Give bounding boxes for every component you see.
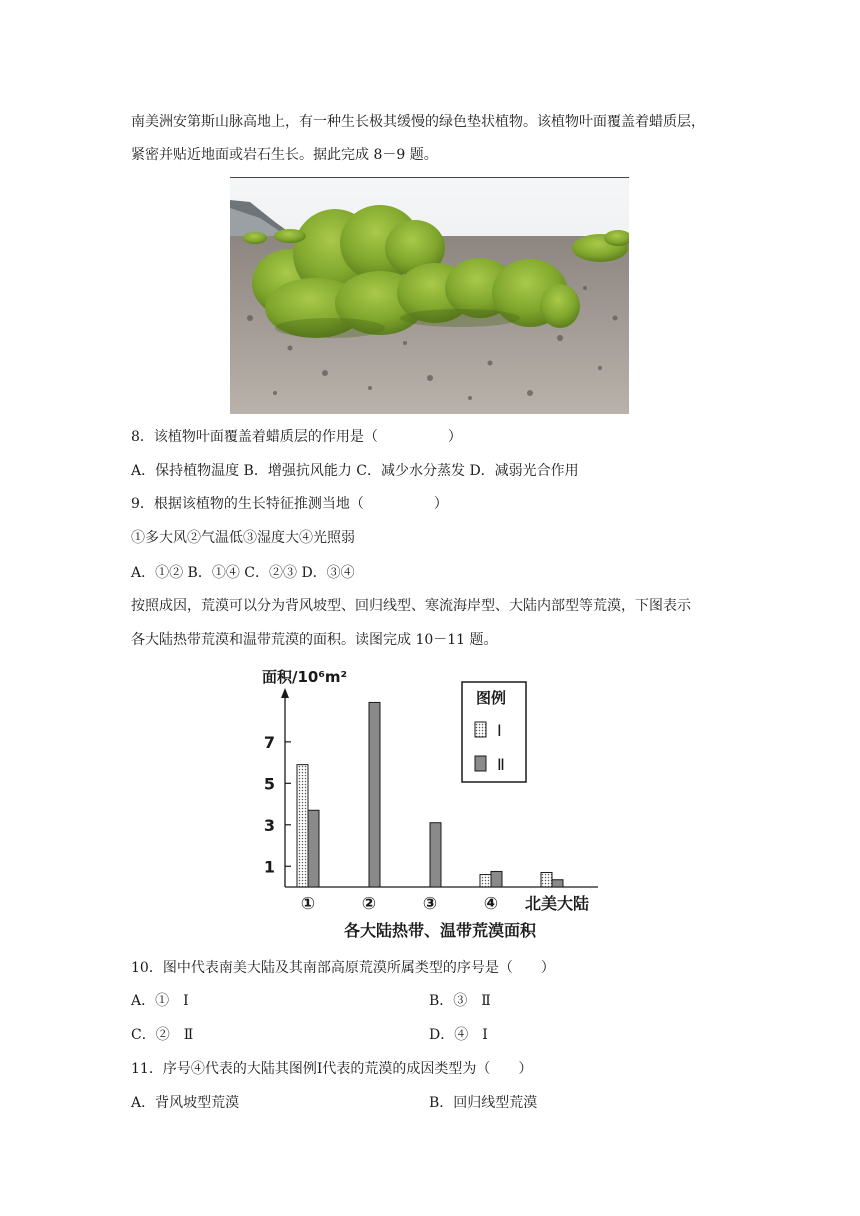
legend-label-2: Ⅱ bbox=[497, 755, 505, 774]
q11-stem: 11．序号④代表的大陆其图例Ⅰ代表的荒漠的成因类型为（ ） bbox=[131, 1061, 533, 1077]
q9-items: ①多大风②气温低③湿度大④光照弱 bbox=[131, 530, 355, 546]
q10-stem: 10．图中代表南美大陆及其南部高原荒漠所属类型的序号是（ ） bbox=[131, 960, 555, 976]
chart-y-ticks bbox=[264, 733, 291, 876]
intro-line-1: 南美洲安第斯山脉高地上，有一种生长极其缓慢的绿色垫状植物。该植物叶面覆盖着蜡质层， bbox=[131, 114, 705, 130]
category-label: ③ bbox=[422, 894, 438, 914]
chart-categories bbox=[301, 894, 589, 914]
category-label: 北美大陆 bbox=[524, 894, 590, 913]
bar-2-4 bbox=[491, 871, 502, 887]
q11-option-b: B．回归线型荒漠 bbox=[429, 1095, 538, 1111]
legend-swatch-2 bbox=[475, 756, 486, 771]
intro2-line-1: 按照成因，荒漠可以分为背风坡型、回归线型、寒流海岸型、大陆内部型等荒漠，下图表示 bbox=[131, 598, 691, 614]
q10-option-d: D．④ Ⅰ bbox=[429, 1027, 488, 1043]
bar-2-5 bbox=[552, 880, 563, 887]
bar-1-4 bbox=[480, 875, 491, 887]
y-axis-label: 面积/10⁶m² bbox=[262, 668, 348, 686]
q10-option-c: C．② Ⅱ bbox=[131, 1027, 194, 1043]
legend-title: 图例 bbox=[476, 689, 507, 707]
q9-stem: 9．根据该植物的生长特征推测当地（ ） bbox=[131, 496, 448, 512]
bar-1-1 bbox=[297, 765, 308, 887]
bar-2-3 bbox=[430, 823, 441, 887]
chart-title: 各大陆热带、温带荒漠面积 bbox=[343, 921, 537, 940]
desert-area-chart bbox=[250, 660, 630, 945]
q8-options: A．保持植物温度 B．增强抗风能力 C．减少水分蒸发 D．减弱光合作用 bbox=[131, 463, 579, 479]
bar-1-5 bbox=[541, 872, 552, 887]
intro-line-2: 紧密并贴近地面或岩石生长。据此完成 8－9 题。 bbox=[131, 147, 438, 163]
bar-2-2 bbox=[369, 702, 380, 887]
category-label: ① bbox=[300, 894, 316, 914]
y-tick-label: 5 bbox=[263, 774, 275, 794]
y-tick-label: 7 bbox=[263, 732, 275, 752]
category-label: ② bbox=[361, 894, 377, 914]
q9-options: A．①② B．①④ C．②③ D．③④ bbox=[131, 565, 355, 581]
y-tick-label: 1 bbox=[263, 857, 275, 877]
y-tick-label: 3 bbox=[263, 815, 275, 835]
q10-option-b: B．③ Ⅱ bbox=[429, 993, 491, 1009]
category-label: ④ bbox=[483, 894, 499, 914]
legend-swatch-1 bbox=[475, 722, 486, 737]
bar-2-1 bbox=[308, 810, 319, 887]
intro2-line-2: 各大陆热带荒漠和温带荒漠的面积。读图完成 10－11 题。 bbox=[131, 632, 498, 648]
y-axis-arrow bbox=[281, 688, 289, 698]
q8-stem: 8．该植物叶面覆盖着蜡质层的作用是（ ） bbox=[131, 429, 462, 445]
legend-label-1: Ⅰ bbox=[497, 721, 502, 740]
q11-option-a: A．背风坡型荒漠 bbox=[131, 1095, 240, 1111]
chart-legend bbox=[462, 682, 526, 782]
cushion-plant-photo bbox=[230, 177, 629, 414]
q10-option-a: A．① Ⅰ bbox=[131, 993, 189, 1009]
